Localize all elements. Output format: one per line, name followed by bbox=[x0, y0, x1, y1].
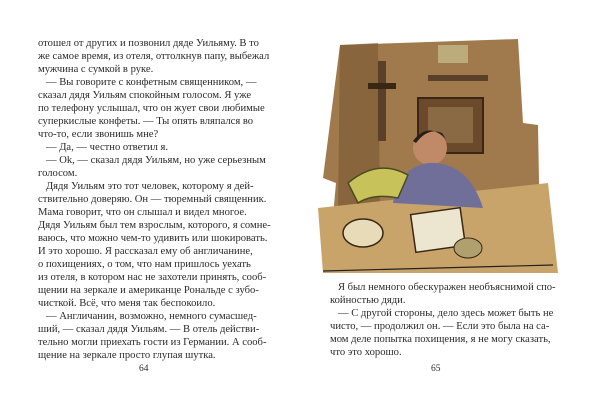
text-line: отошел от других и позвонил дяде Уильяму. В то bbox=[38, 38, 259, 49]
text-line: о похищениях, о том, что нам пришлось уехать bbox=[38, 259, 251, 270]
text-line: голосом. bbox=[38, 168, 78, 179]
text-line: — Ok, — сказал дядя Уильям, но уже серьезным bbox=[38, 155, 266, 166]
text-line: же самое время, из отеля, оттолкнув папу, выбежал bbox=[38, 51, 270, 62]
page-number-right: 65 bbox=[431, 364, 441, 374]
illustration-man-on-phone-at-desk bbox=[318, 33, 558, 278]
text-line: чисткой. Всё, что меня так беспокоило. bbox=[38, 298, 216, 309]
right-page-text bbox=[330, 281, 556, 359]
text-line: мом деле попытка похищения, я не могу сказать, bbox=[330, 334, 551, 345]
text-line: — Англичанин, возможно, немного сумасшед- bbox=[38, 311, 257, 322]
text-line: тельно могли приехать гости из Германии. А сооб- bbox=[38, 337, 267, 348]
text-line: Дядя Уильям это тот человек, которому я дей- bbox=[38, 181, 254, 192]
text-line: мужчина с сумкой в руке. bbox=[38, 64, 154, 75]
right-page bbox=[300, 0, 600, 410]
text-line: что это хорошо. bbox=[330, 347, 402, 358]
text-line: сказал дядя Уильям спокойным голосом. Я уже bbox=[38, 90, 252, 101]
text-line: Мама говорит, что он слышал и видел многое. bbox=[38, 207, 247, 218]
text-line: койностью дяди. bbox=[330, 295, 406, 306]
text-line: из отеля, в котором нас не захотели принять, сооб- bbox=[38, 272, 267, 283]
text-line: что-то, если звонишь мне? bbox=[38, 129, 159, 140]
text-line: ваюсь, что можно чем-то удивить или шокировать. bbox=[38, 233, 268, 244]
text-line: по телефону услышал, что он жует свои любимые bbox=[38, 103, 265, 114]
text-line: ший, — сказал дядя Уильям. — В отель действи- bbox=[38, 324, 260, 335]
text-line: — С другой стороны, дело здесь может быть не bbox=[330, 308, 554, 319]
left-page-text bbox=[38, 37, 271, 362]
text-line: ствительно доверяю. Он — тюремный священник. bbox=[38, 194, 267, 205]
text-line: чисто, — продолжил он. — Если это была на са- bbox=[330, 321, 550, 332]
text-line: И это хорошо. Я рассказал ему об англичанине, bbox=[38, 246, 253, 257]
text-line: — Вы говорите с конфетным священником, — bbox=[38, 77, 257, 88]
text-line: Дядя Уильям был тем взрослым, которого, я сомне- bbox=[38, 220, 271, 231]
text-line: Я был немного обескуражен необъяснимой спо- bbox=[330, 282, 556, 293]
text-line: щении на зеркале и американце Рональде с зубо- bbox=[38, 285, 259, 296]
text-line: суперкислые конфеты. — Ты опять вляпался во bbox=[38, 116, 254, 127]
text-line: — Да, — честно ответил я. bbox=[38, 142, 169, 153]
page-number-left: 64 bbox=[139, 364, 149, 374]
text-line: щение на зеркале просто глупая шутка. bbox=[38, 350, 216, 361]
